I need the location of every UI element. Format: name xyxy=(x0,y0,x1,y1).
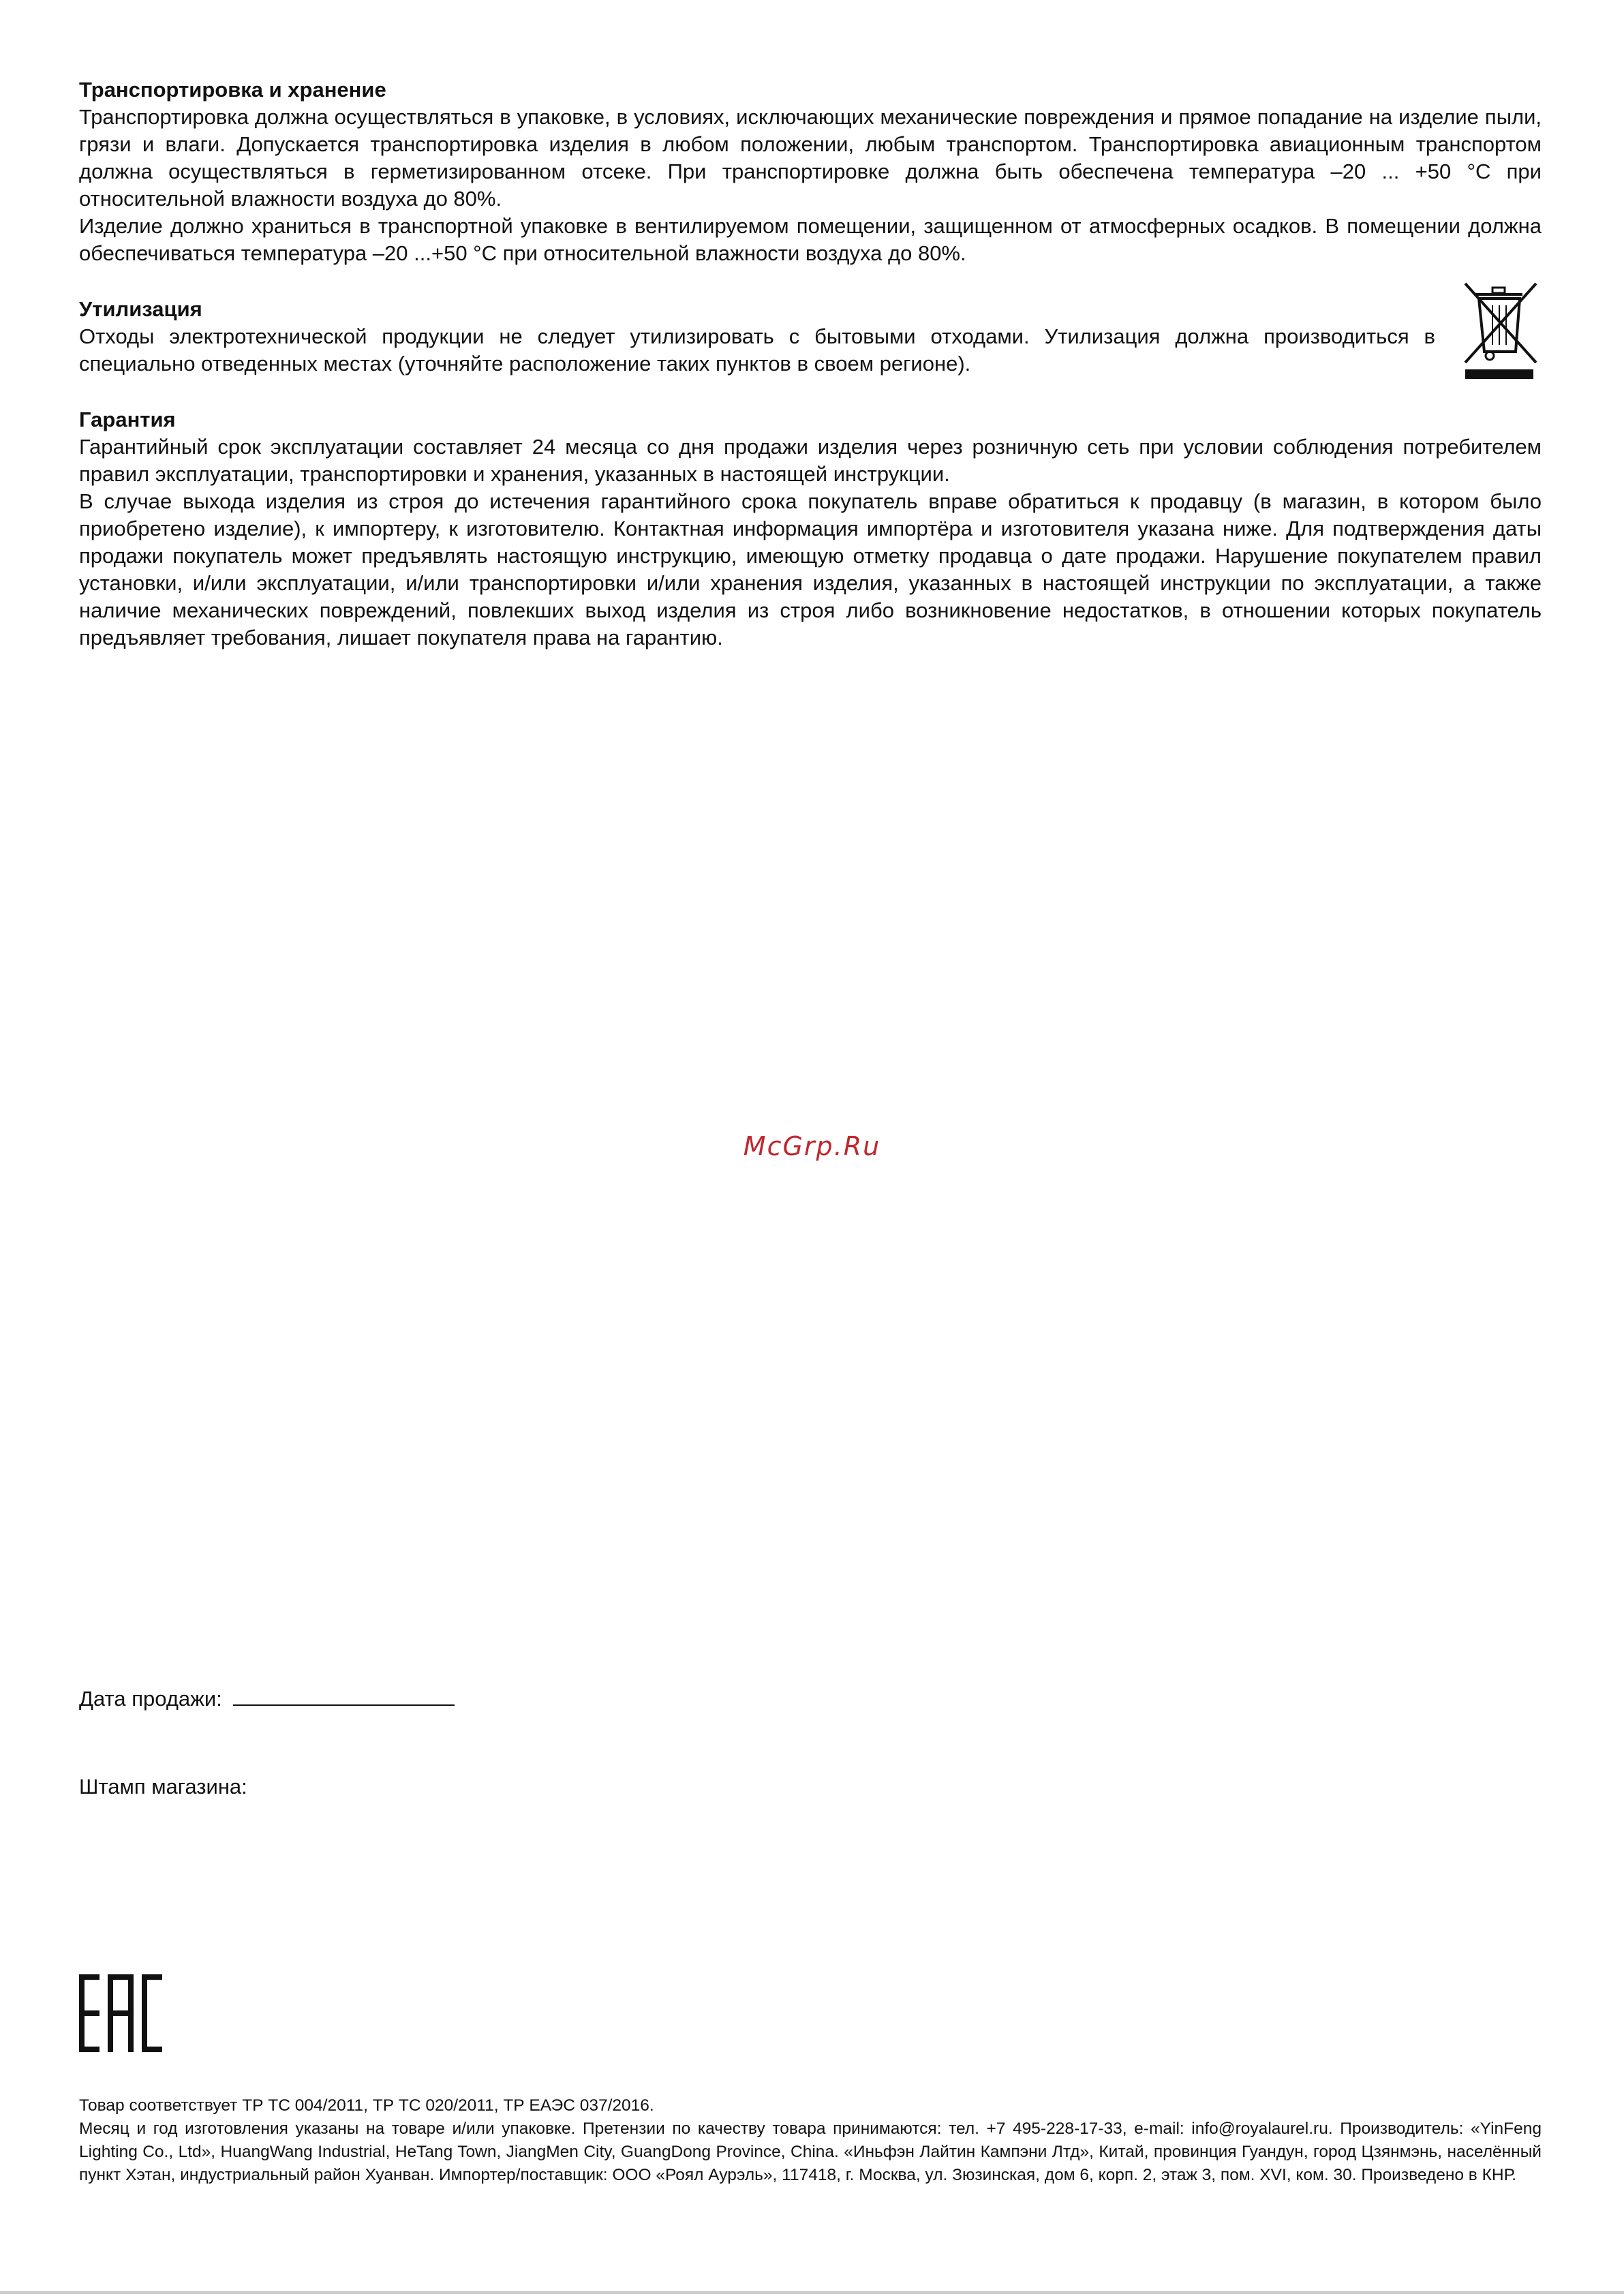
disposal-heading: Утилизация xyxy=(79,297,202,321)
crossed-out-wheelie-bin-icon xyxy=(1460,281,1542,383)
warranty-heading: Гарантия xyxy=(79,408,176,431)
transport-paragraph-2: Изделие должно храниться в транспортной упаковке в вентилируемом помещении, защищенном от атмосферных осадков. В помещении должна обеспечиваться температура –20 ...+50 °C при относительной влажности воздуха до 80%. xyxy=(79,214,1542,265)
watermark: McGrp.Ru xyxy=(743,1131,881,1161)
transport-paragraph-1: Транспортировка должна осуществляться в упаковке, в условиях, исключающих механические повреждения и прямое попадание на изделие пыли, грязи и влаги. Допускается транспортировка изделия в любом положении, любым транспортом. Транспортировка авиационным транспортом должна осуществляться в герметизированном отсеке. При транспортировке должна быть обеспечена температура –20 ... +50 °C при относительной влажности воздуха до 80%. xyxy=(79,105,1542,211)
document-body xyxy=(79,76,1542,680)
warranty-paragraph-1: Гарантийный срок эксплуатации составляет 24 месяца со дня продажи изделия через розничную сеть при условии соблюдения потребителем правил эксплуатации, транспортировки и хранения, указанных в настоящей инструкции. xyxy=(79,435,1542,486)
sale-date-blank-line xyxy=(233,1685,455,1706)
footer-manufacturer-info: Месяц и год изготовления указаны на товаре и/или упаковке. Претензии по качеству товара принимаются: тел. +7 495-228-17-33, e-mail: info@royalaurel.ru. Производитель: «YinFeng Lighting Co., Ltd», HuangWang Industrial, HeTang Town, JiangMen City, GuangDong Province, China. «Иньфэн Лайтин Кампэни Лтд», Китай, провинция Гуандун, город Цзянмэнь, населённый пункт Хэтан, индустриальный район Хуанван. Импортер/поставщик: ООО «Роял Аурэль», 117418, г. Москва, ул. Зюзинская, дом 6, корп. 2, этаж 3, пом. XVI, ком. 30. Произведено в КНР. xyxy=(79,2119,1542,2184)
transport-section xyxy=(79,76,1542,267)
warranty-section xyxy=(79,406,1542,652)
sale-date-label: Дата продажи: xyxy=(79,1687,222,1711)
disposal-section xyxy=(79,296,1542,378)
page-bottom-edge xyxy=(0,2291,1624,2294)
warranty-paragraph-2: В случае выхода изделия из строя до истечения гарантийного срока покупатель вправе обратиться к продавцу (в магазин, в котором было приобретено изделие), к импортеру, к изготовителю. Контактная информация импортёра и изготовителя указана ниже. Для подтверждения даты продажи покупатель может предъявлять настоящую инструкцию, имеющую отметку продавца о дате продажи. Нарушение покупателем правил установки, и/или эксплуатации, и/или транспортировки и/или хранения изделия, указанных в настоящей инструкции по эксплуатации, а также наличие механических повреждений, повлекших выход изделия из строя либо возникновение недостатков, в отношении которых покупатель предъявляет требования, лишает покупателя права на гарантию. xyxy=(79,489,1542,649)
footer-legal-text xyxy=(79,2094,1542,2187)
eac-mark-icon xyxy=(79,1974,162,2052)
disposal-paragraph: Отходы электротехнической продукции не следует утилизировать с бытовыми отходами. Утилизация должна производиться в специально отведенных местах (уточняйте расположение таких пунктов в своем регионе). xyxy=(79,324,1435,376)
sale-date-field xyxy=(79,1685,455,1713)
store-stamp-label: Штамп магазина: xyxy=(79,1775,247,1798)
footer-compliance-line: Товар соответствует ТР ТС 004/2011, ТР ТС 020/2011, ТР ЕАЭС 037/2016. xyxy=(79,2096,654,2115)
transport-heading: Транспортировка и хранение xyxy=(79,78,386,102)
